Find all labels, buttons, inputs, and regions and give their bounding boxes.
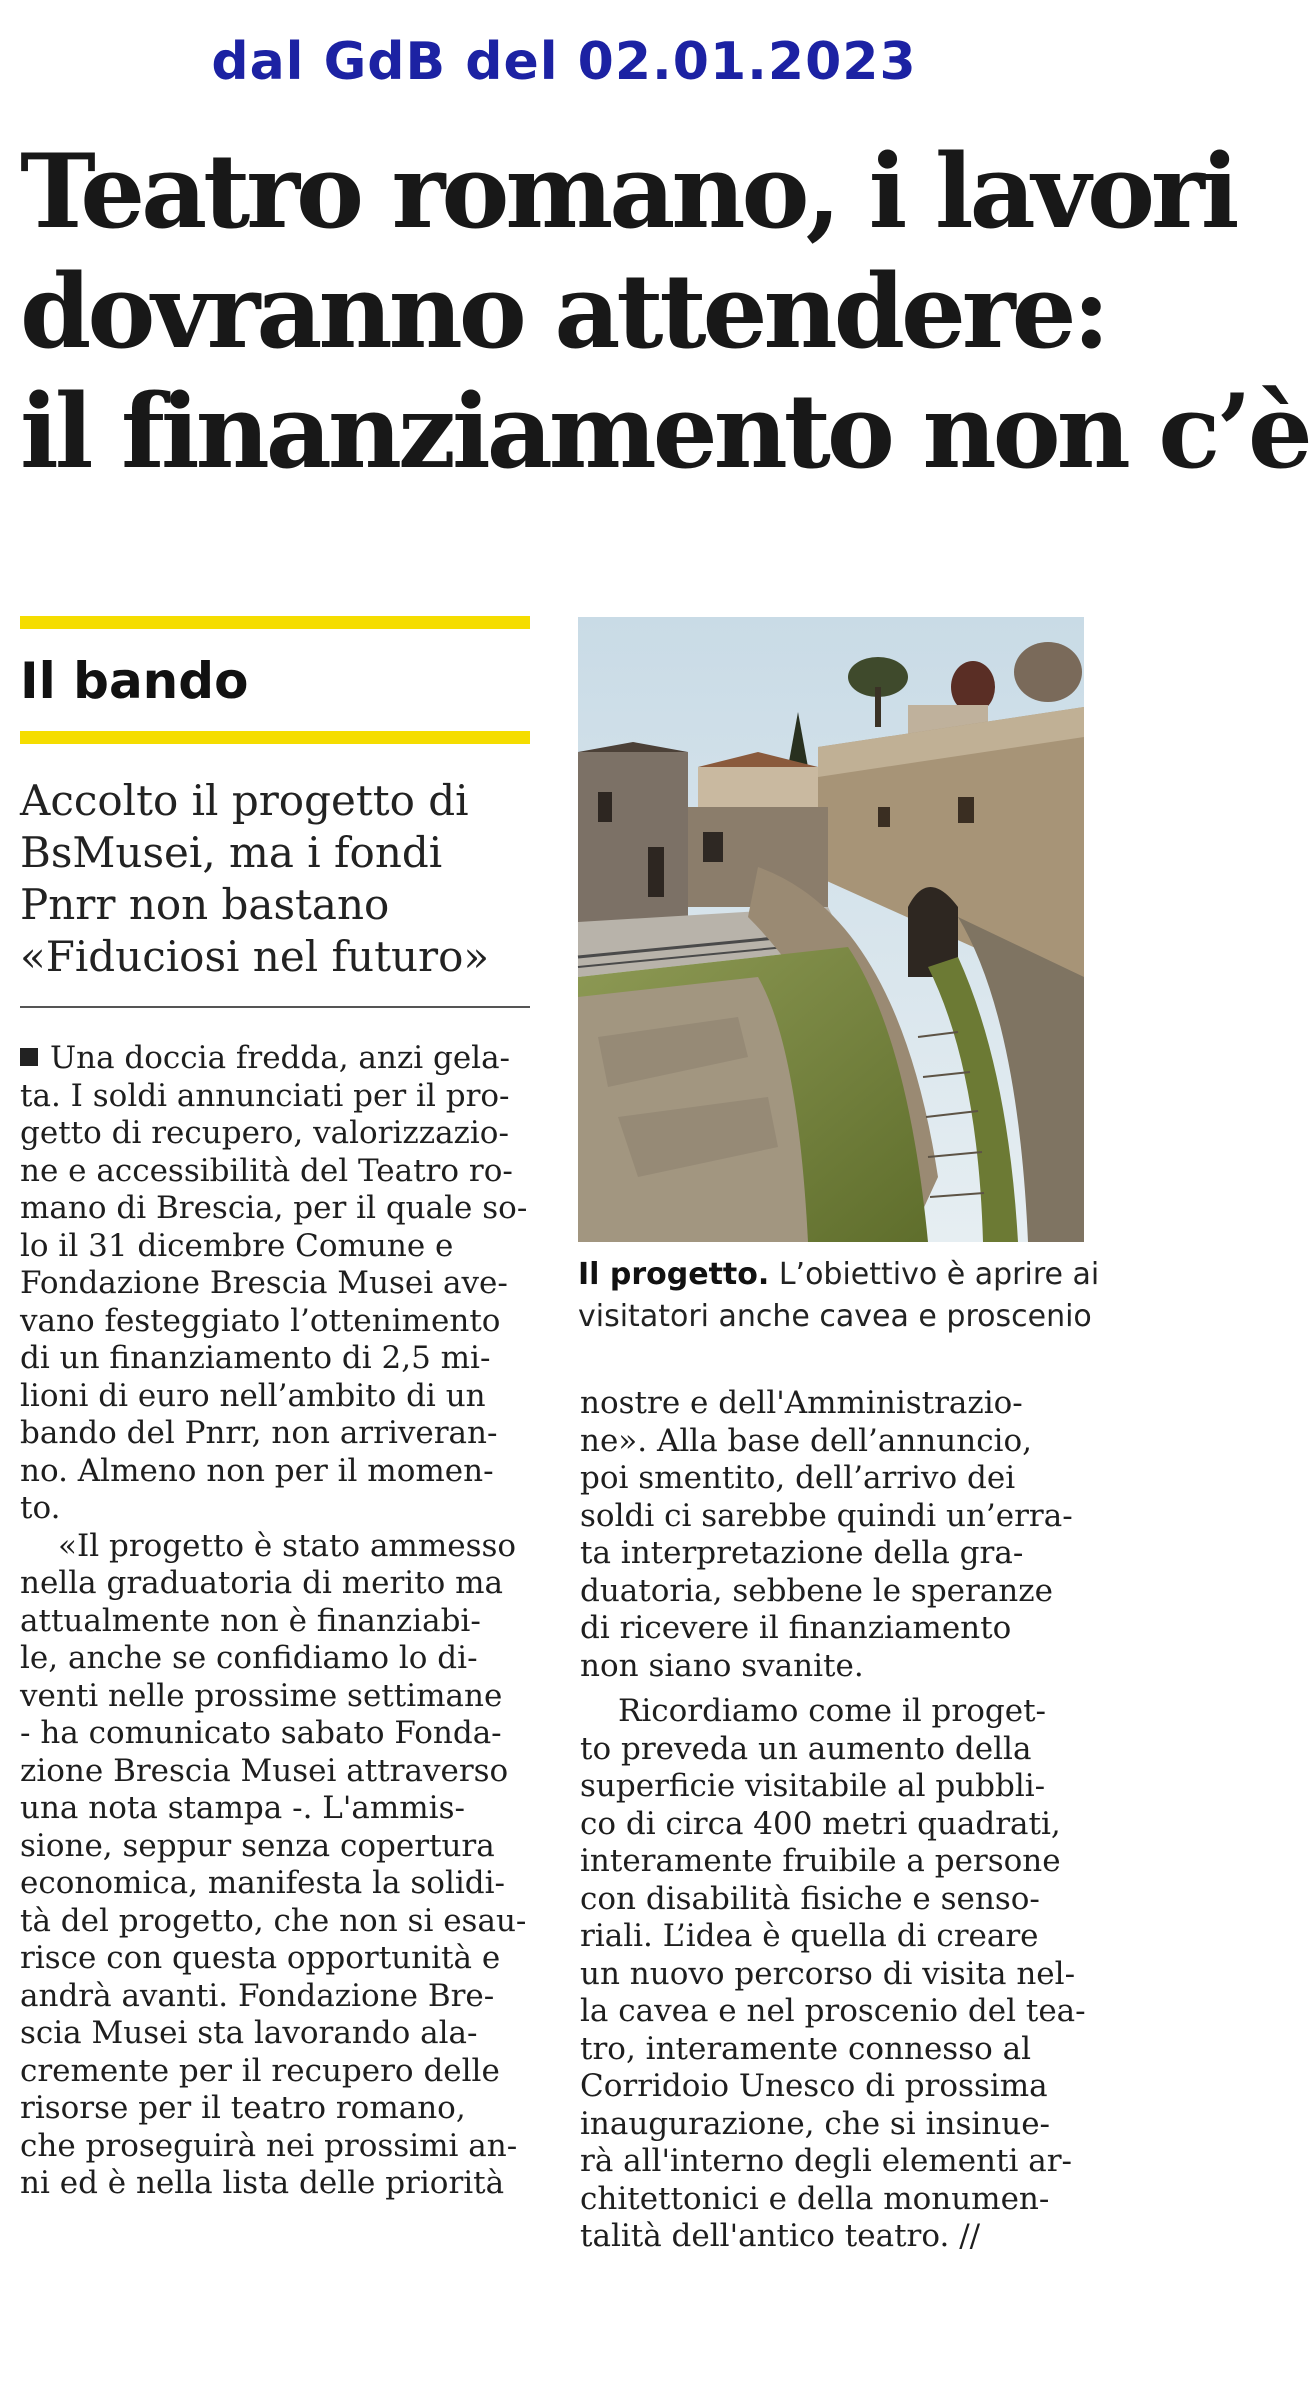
paragraph-line: duatoria, sebbene le speranze [580, 1572, 1053, 1609]
paragraph-line: economica, manifesta la solidi- [20, 1865, 506, 1901]
subheadline-line: Accolto il progetto di [20, 776, 469, 825]
paragraph-line: risorse per il teatro romano, [20, 2090, 466, 2126]
paragraph-line: di un finanziamento di 2,5 mi- [20, 1340, 491, 1376]
source-line: dal GdB del 02.01.2023 [211, 32, 917, 92]
square-bullet-icon [20, 1048, 38, 1066]
caption-bold: Il progetto. [578, 1257, 770, 1292]
paragraph-line: co di circa 400 metri quadrati, [580, 1805, 1061, 1842]
paragraph-line: che proseguirà nei prossimi an- [20, 2127, 518, 2164]
divider [20, 1006, 530, 1008]
paragraph-line: talità dell'antico teatro. // [580, 2218, 981, 2254]
subheadline [20, 775, 540, 983]
paragraph-line: to preveda un aumento della [580, 1730, 1032, 1767]
paragraph-line: - ha comunicato sabato Fonda- [20, 1715, 502, 1751]
paragraph-line: con disabilità fisiche e senso- [580, 1880, 1040, 1917]
paragraph-line: andrà avanti. Fondazione Bre- [20, 1977, 495, 2014]
paragraph-line: mano di Brescia, per il quale so- [20, 1190, 528, 1226]
paragraph-line: una nota stampa -. L'ammis- [20, 1790, 465, 1826]
paragraph-line: tro, interamente connesso al [580, 2030, 1032, 2067]
caption-text: L’obiettivo è aprire ai [769, 1257, 1100, 1292]
paragraph-line: un nuovo percorso di visita nel- [580, 1955, 1076, 1992]
headline [20, 132, 1309, 492]
paragraph-line [20, 1040, 530, 1078]
paragraph-line: sione, seppur senza copertura [20, 1827, 495, 1864]
paragraph-line: superficie visitabile al pubbli- [580, 1768, 1046, 1804]
paragraph-line: ne». Alla base dell’annuncio, [580, 1422, 1032, 1459]
paragraph-line: chitettonici e della monumen- [580, 2180, 1050, 2217]
paragraph-line: nostre e dell'Amministrazio- [580, 1385, 1023, 1421]
headline-line: dovranno attendere: [20, 252, 1107, 372]
article-body-right [580, 1385, 1088, 2256]
paragraph-line: ta. I soldi annunciati per il pro- [20, 1077, 510, 1114]
paragraph-line: bando del Pnrr, non arriveran- [20, 1415, 498, 1451]
paragraph-line: poi smentito, dell’arrivo dei [580, 1460, 1016, 1496]
paragraph-line: no. Almeno non per il momen- [20, 1452, 494, 1489]
roman-theatre-illustration [578, 617, 1084, 1242]
paragraph-line: ta interpretazione della gra- [580, 1535, 1024, 1571]
text-run: Una doccia fredda, anzi gela- [50, 1040, 511, 1076]
yellow-rule-top [20, 616, 530, 629]
paragraph-line: to. [20, 1490, 61, 1526]
paragraph-line: Fondazione Brescia Musei ave- [20, 1265, 508, 1301]
paragraph-line: le, anche se confidiamo lo di- [20, 1640, 478, 1676]
paragraph-line: inaugurazione, che si insinue- [580, 2105, 1051, 2142]
paragraph-line: getto di recupero, valorizzazio- [20, 1115, 509, 1151]
paragraph-line: lo il 31 dicembre Comune e [20, 1227, 454, 1264]
headline-line: Teatro romano, i lavori [20, 132, 1236, 252]
paragraph-line: «Il progetto è stato ammesso [58, 1527, 517, 1564]
paragraph-line: venti nelle prossime settimane [20, 1677, 503, 1714]
paragraph-line: rà all'interno degli elementi ar- [580, 2143, 1073, 2179]
subheadline-line: BsMusei, ma i fondi [20, 828, 443, 877]
paragraph-line: lioni di euro nell’ambito di un [20, 1377, 486, 1414]
paragraph-line: tà del progetto, che non si esau- [20, 1902, 527, 1939]
paragraph-line: Ricordiamo come il proget- [618, 1693, 1047, 1729]
headline-line: il finanziamento non c’è [20, 372, 1309, 492]
subheadline-line: Pnrr non bastano [20, 880, 390, 929]
subheadline-line: «Fiduciosi nel futuro» [20, 932, 490, 981]
paragraph-line: riali. L’idea è quella di creare [580, 1918, 1039, 1954]
photo-caption [578, 1254, 1098, 1338]
paragraph-line: non siano svanite. [580, 1647, 864, 1684]
paragraph-line: risce con questa opportunità e [20, 1940, 501, 1976]
paragraph-line: interamente fruibile a persone [580, 1843, 1061, 1879]
paragraph-line: ni ed è nella lista delle priorità [20, 2165, 505, 2201]
paragraph-line: zione Brescia Musei attraverso [20, 1752, 509, 1789]
paragraph-line: la cavea e nel proscenio del tea- [580, 1993, 1086, 2029]
paragraph-line: nella graduatoria di merito ma [20, 1565, 504, 1601]
paragraph-line: soldi ci sarebbe quindi un’erra- [580, 1497, 1073, 1534]
article-body-left [20, 1040, 530, 2203]
paragraph-line: ne e accessibilità del Teatro ro- [20, 1152, 513, 1189]
caption-line: visitatori anche cavea e proscenio [578, 1299, 1092, 1334]
paragraph-line: attualmente non è finanziabi- [20, 1602, 481, 1639]
roman-theatre-photo [578, 617, 1084, 1242]
paragraph-line: Corridoio Unesco di prossima [580, 2068, 1048, 2104]
yellow-rule-bottom [20, 731, 530, 744]
paragraph-line: di ricevere il finanziamento [580, 1610, 1012, 1646]
paragraph-line: vano festeggiato l’ottenimento [20, 1302, 501, 1339]
paragraph-line: scia Musei sta lavorando ala- [20, 2015, 478, 2051]
paragraph-line: cremente per il recupero delle [20, 2052, 500, 2089]
section-label: Il bando [20, 652, 249, 710]
